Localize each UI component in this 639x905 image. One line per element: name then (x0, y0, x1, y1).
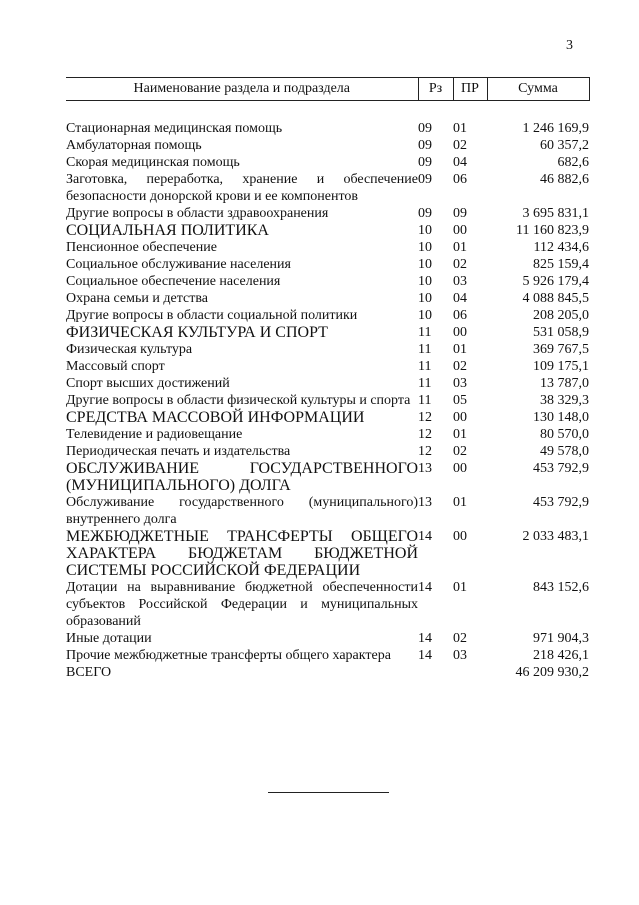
table-row (66, 392, 589, 409)
cell-sum: 1 246 169,9 (522, 121, 589, 136)
cell-sum: 971 904,3 (533, 631, 589, 646)
cell-sum: 60 357,2 (540, 138, 589, 153)
cell-pr: 00 (453, 529, 467, 544)
cell-sum: 825 159,4 (533, 257, 589, 272)
cell-pr: 03 (453, 274, 467, 289)
cell-rz: 11 (418, 342, 432, 357)
table-row (66, 120, 589, 137)
table-row (66, 375, 589, 392)
cell-sum: 49 578,0 (540, 444, 589, 459)
cell-rz: 10 (418, 274, 432, 289)
cell-pr: 01 (453, 240, 467, 255)
cell-rz: 10 (418, 223, 432, 238)
cell-sum: 80 570,0 (540, 427, 589, 442)
cell-name: Стационарная медицинская помощь (66, 121, 283, 136)
cell-name: Другие вопросы в области физической культуры и спорта (66, 393, 411, 408)
cell-name: Обслуживание государственного (муниципального) внутреннего долга (66, 495, 418, 527)
page-number: 3 (566, 38, 573, 53)
cell-sum: 11 160 823,9 (516, 223, 589, 238)
cell-rz: 09 (418, 121, 432, 136)
cell-rz (418, 664, 453, 681)
cell-sum: 2 033 483,1 (522, 529, 589, 544)
cell-pr: 01 (453, 495, 467, 510)
budget-table (66, 77, 590, 681)
cell-sum: 3 695 831,1 (522, 206, 589, 221)
cell-pr: 02 (453, 359, 467, 374)
table-row (66, 664, 589, 681)
table-row (66, 290, 589, 307)
cell-sum: 130 148,0 (533, 410, 589, 425)
cell-rz: 11 (418, 376, 432, 391)
cell-name: Другие вопросы в области социальной политики (66, 308, 358, 323)
cell-pr: 06 (453, 172, 467, 187)
cell-pr: 09 (453, 206, 467, 221)
table-body (66, 120, 589, 681)
cell-pr: 04 (453, 155, 467, 170)
table-row (66, 460, 589, 494)
footer-divider (268, 792, 389, 793)
cell-pr: 00 (453, 410, 467, 425)
cell-rz: 10 (418, 257, 432, 272)
cell-name: Социальное обеспечение населения (66, 274, 281, 289)
cell-sum: 46 209 930,2 (515, 665, 589, 680)
cell-name: ВСЕГО (66, 665, 112, 680)
table-row (66, 528, 589, 579)
cell-name: МЕЖБЮДЖЕТНЫЕ ТРАНСФЕРТЫ ОБЩЕГО ХАРАКТЕРА БЮДЖЕТАМ БЮДЖЕТНОЙ СИСТЕМЫ РОССИЙСКОЙ ФЕДЕРАЦИИ (66, 528, 418, 579)
cell-rz: 10 (418, 291, 432, 306)
header-rz: Рз (418, 78, 453, 101)
cell-name: ОБСЛУЖИВАНИЕ ГОСУДАРСТВЕННОГО (МУНИЦИПАЛЬНОГО) ДОЛГА (66, 460, 418, 494)
cell-sum: 4 088 845,5 (522, 291, 589, 306)
cell-pr: 01 (453, 342, 467, 357)
cell-name: Другие вопросы в области здравоохранения (66, 206, 329, 221)
table-row (66, 205, 589, 222)
table-row (66, 256, 589, 273)
cell-rz: 12 (418, 410, 432, 425)
cell-name: Массовый спорт (66, 359, 165, 374)
cell-name: СРЕДСТВА МАССОВОЙ ИНФОРМАЦИИ (66, 409, 365, 426)
cell-name: Пенсионное обеспечение (66, 240, 217, 255)
cell-rz: 11 (418, 325, 432, 340)
table-row (66, 358, 589, 375)
cell-rz: 09 (418, 155, 432, 170)
cell-name: Спорт высших достижений (66, 376, 230, 391)
cell-rz: 13 (418, 495, 432, 510)
cell-rz: 14 (418, 529, 432, 544)
cell-pr: 02 (453, 631, 467, 646)
cell-rz: 12 (418, 427, 432, 442)
cell-sum: 109 175,1 (533, 359, 589, 374)
cell-name: Дотации на выравнивание бюджетной обеспеченности субъектов Российской Федерации и муниципальных образований (66, 580, 418, 629)
cell-name: Социальное обслуживание населения (66, 257, 291, 272)
cell-name: Телевидение и радиовещание (66, 427, 243, 442)
cell-rz: 11 (418, 393, 432, 408)
cell-sum: 5 926 179,4 (522, 274, 589, 289)
cell-pr (453, 664, 487, 681)
header-pr: ПР (453, 78, 487, 101)
cell-rz: 09 (418, 138, 432, 153)
header-sum: Сумма (487, 78, 589, 101)
table-row (66, 409, 589, 426)
cell-name: ФИЗИЧЕСКАЯ КУЛЬТУРА И СПОРТ (66, 324, 328, 341)
cell-rz: 10 (418, 308, 432, 323)
table-row (66, 222, 589, 239)
cell-rz: 09 (418, 172, 432, 187)
cell-pr: 02 (453, 444, 467, 459)
cell-pr: 01 (453, 580, 467, 595)
header-name: Наименование раздела и подраздела (66, 78, 418, 101)
table-row (66, 630, 589, 647)
cell-pr: 02 (453, 257, 467, 272)
cell-sum: 843 152,6 (533, 580, 589, 595)
cell-sum: 13 787,0 (540, 376, 589, 391)
cell-pr: 00 (453, 223, 467, 238)
cell-sum: 369 767,5 (533, 342, 589, 357)
table-header (66, 78, 589, 101)
table-row (66, 647, 589, 664)
cell-pr: 01 (453, 121, 467, 136)
cell-pr: 03 (453, 648, 467, 663)
table-row (66, 426, 589, 443)
table-row (66, 137, 589, 154)
cell-pr: 05 (453, 393, 467, 408)
cell-pr: 06 (453, 308, 467, 323)
cell-sum: 453 792,9 (533, 495, 589, 510)
cell-pr: 02 (453, 138, 467, 153)
table-row (66, 171, 589, 205)
cell-rz: 13 (418, 461, 432, 476)
cell-sum: 112 434,6 (533, 240, 589, 255)
cell-sum: 38 329,3 (540, 393, 589, 408)
cell-rz: 14 (418, 631, 432, 646)
cell-rz: 09 (418, 206, 432, 221)
table-row (66, 239, 589, 256)
cell-rz: 12 (418, 444, 432, 459)
cell-name: Охрана семьи и детства (66, 291, 208, 306)
table-row (66, 579, 589, 630)
cell-rz: 11 (418, 359, 432, 374)
cell-pr: 03 (453, 376, 467, 391)
cell-sum: 208 205,0 (533, 308, 589, 323)
cell-sum: 531 058,9 (533, 325, 589, 340)
cell-sum: 46 882,6 (540, 172, 589, 187)
cell-name: Заготовка, переработка, хранение и обеспечение безопасности донорской крови и ее компонентов (66, 172, 418, 204)
cell-name: Иные дотации (66, 631, 152, 646)
cell-name: Прочие межбюджетные трансферты общего характера (66, 648, 391, 663)
cell-pr: 00 (453, 461, 467, 476)
cell-rz: 14 (418, 648, 432, 663)
cell-name: Амбулаторная помощь (66, 138, 202, 153)
cell-rz: 10 (418, 240, 432, 255)
cell-name: СОЦИАЛЬНАЯ ПОЛИТИКА (66, 222, 269, 239)
table-row (66, 494, 589, 528)
cell-name: Периодическая печать и издательства (66, 444, 291, 459)
cell-name: Скорая медицинская помощь (66, 155, 240, 170)
cell-pr: 04 (453, 291, 467, 306)
cell-sum: 453 792,9 (533, 461, 589, 476)
table-row (66, 341, 589, 358)
table-row (66, 307, 589, 324)
table-row (66, 154, 589, 171)
cell-pr: 00 (453, 325, 467, 340)
cell-sum: 682,6 (557, 155, 589, 170)
cell-sum: 218 426,1 (533, 648, 589, 663)
table-row (66, 273, 589, 290)
cell-name: Физическая культура (66, 342, 193, 357)
cell-rz: 14 (418, 580, 432, 595)
table-row (66, 443, 589, 460)
table-row (66, 324, 589, 341)
cell-pr: 01 (453, 427, 467, 442)
